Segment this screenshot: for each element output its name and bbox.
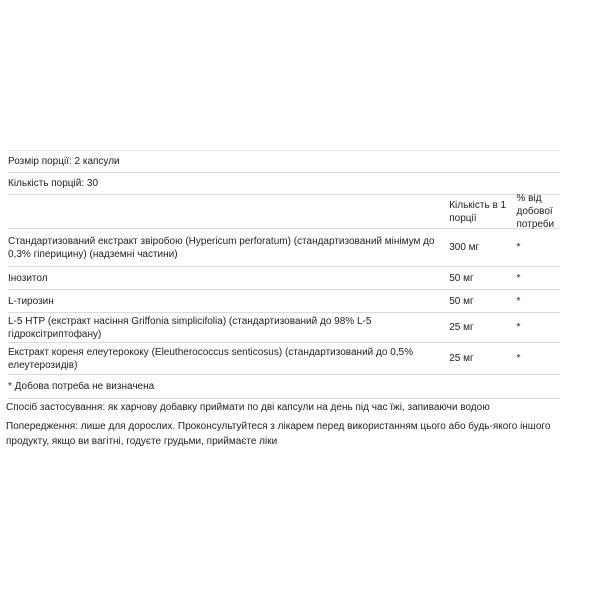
supplement-facts-table bbox=[8, 150, 560, 399]
ingredient-amount: 25 мг bbox=[449, 353, 474, 364]
ingredient-daily-value: * bbox=[516, 322, 521, 333]
ingredient-name: L-тирозин bbox=[8, 295, 54, 307]
ingredient-amount: 50 мг bbox=[449, 272, 474, 284]
table-row bbox=[8, 289, 560, 312]
table-row bbox=[8, 312, 560, 342]
ingredient-daily-value: * bbox=[516, 353, 521, 364]
daily-value-column-header: % від добової потреби bbox=[516, 193, 555, 230]
ingredient-daily-value: * bbox=[516, 272, 521, 284]
footnote: * Добова потреба не визначена bbox=[8, 381, 155, 392]
warning-text: Попередження: лише для дорослих. Проконсультуйтеся з лікарем перед використанням цього або будь-якого іншого продукту, якщо ви вагітні, годуєте грудьми, приймаєте ліки bbox=[6, 421, 551, 447]
table-bottom-divider bbox=[8, 398, 560, 399]
table-header-row bbox=[8, 194, 560, 228]
ingredient-daily-value: * bbox=[516, 295, 521, 307]
ingredient-name: Стандартизований екстракт звіробою (Hypericum perforatum) (стандартизований мінімум до 0,3% гіперицину) (надземні частини) bbox=[8, 235, 435, 260]
servings-count-row bbox=[8, 172, 560, 194]
table-row bbox=[8, 342, 560, 374]
ingredient-name: L-5 HTP (екстракт насіння Griffonia simplicifolia) (стандартизований до 98% L-5 гідроксітриптофану) bbox=[8, 315, 372, 340]
ingredient-name: Інозитол bbox=[8, 272, 48, 284]
ingredient-daily-value: * bbox=[516, 242, 521, 253]
table-row bbox=[8, 266, 560, 289]
serving-size-row bbox=[8, 150, 560, 172]
footnote-row bbox=[8, 374, 560, 398]
servings-count: Кількість порцій: 30 bbox=[8, 178, 99, 189]
ingredient-amount: 25 мг bbox=[449, 322, 474, 333]
ingredient-amount: 300 мг bbox=[449, 242, 480, 253]
ingredient-name: Екстракт кореня елеутерококу (Eleutherococcus senticosus) (стандартизований до 0,5% елеутерозидів) bbox=[8, 346, 413, 371]
ingredient-amount: 50 мг bbox=[449, 295, 474, 307]
serving-size: Розмір порції: 2 капсули bbox=[8, 156, 120, 167]
table-row bbox=[8, 228, 560, 266]
usage-instructions: Спосіб застосування: як харчову добавку приймати по дві капсули на день під час їжі, запиваючи водою bbox=[6, 402, 490, 413]
amount-column-header: Кількість в 1 порції bbox=[449, 199, 507, 224]
